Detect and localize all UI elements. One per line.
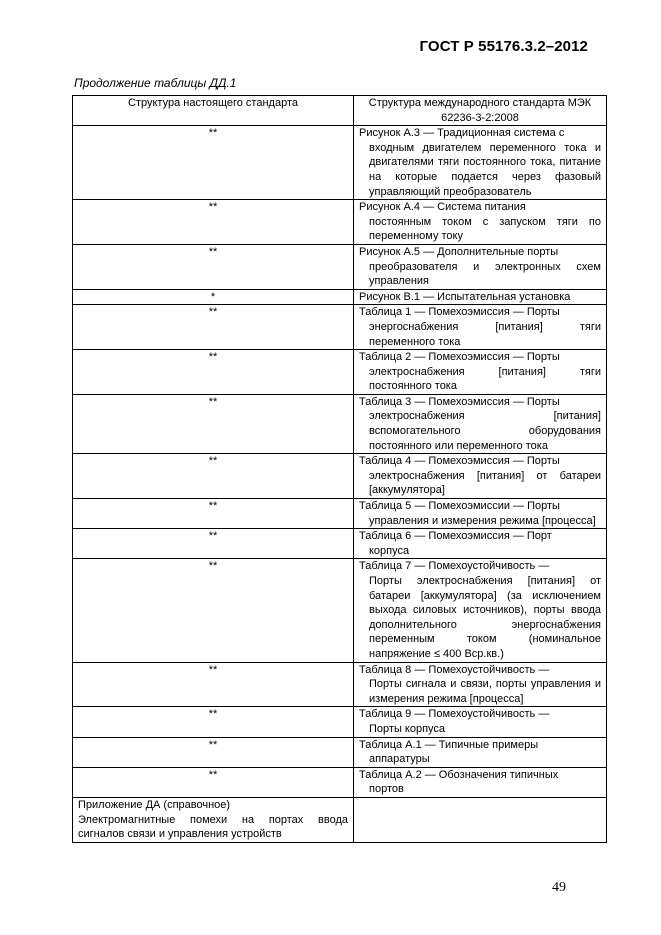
column-header-international: Структура международного стандарта МЭК 62236-3-2:2008	[354, 96, 607, 126]
national-standard-cell: **	[73, 350, 354, 395]
national-standard-cell: **	[73, 707, 354, 737]
item-description: Порты сигнала и связи, порты управления и измерения режима [процесса]	[369, 678, 601, 705]
appendix-cell	[73, 797, 354, 842]
item-title: Таблица 1 — Помехоэмиссия — Порты	[359, 306, 560, 319]
national-standard-cell: **	[73, 126, 354, 200]
item-title: Рисунок А.5 — Дополнительные порты	[359, 245, 559, 258]
item-description: электроснабжения [питания] от батареи [аккумулятора]	[369, 469, 601, 497]
appendix-empty-cell	[354, 797, 607, 842]
international-standard-cell	[354, 350, 607, 395]
appendix-row	[73, 797, 607, 842]
item-title: Таблица 8 — Помехоустойчивость —	[359, 663, 550, 676]
national-standard-cell: **	[73, 394, 354, 453]
item-description: преобразователя и электронных схем управления	[369, 260, 601, 288]
international-standard-cell	[354, 662, 607, 707]
international-standard-cell	[354, 200, 607, 245]
table-row	[73, 737, 607, 767]
table-row	[73, 394, 607, 453]
column-header-national: Структура настоящего стандарта	[73, 96, 354, 126]
national-standard-cell: **	[73, 499, 354, 529]
table-row	[73, 559, 607, 662]
table-row	[73, 350, 607, 395]
national-standard-cell: **	[73, 529, 354, 559]
international-standard-cell	[354, 289, 607, 305]
page-number: 49	[552, 880, 566, 895]
national-standard-cell: **	[73, 200, 354, 245]
international-standard-cell	[354, 394, 607, 453]
table-row	[73, 454, 607, 499]
national-standard-cell: **	[73, 454, 354, 499]
item-description: Порты корпуса	[369, 722, 446, 735]
item-title: Рисунок А.3 — Традиционная система с	[359, 127, 565, 140]
item-description: корпуса	[369, 544, 410, 557]
international-standard-cell	[354, 126, 607, 200]
national-standard-cell: **	[73, 737, 354, 767]
international-standard-cell	[354, 499, 607, 529]
table-row	[73, 305, 607, 350]
item-title: Таблица 9 — Помехоустойчивость —	[359, 708, 550, 721]
international-standard-cell	[354, 767, 607, 797]
item-title: Таблица 4 — Помехоэмиссия — Порты	[359, 455, 560, 468]
national-standard-cell: **	[73, 244, 354, 289]
item-description: энергоснабжения [питания] тяги переменного тока	[369, 320, 601, 348]
table-row	[73, 289, 607, 305]
item-title: Таблица 3 — Помехоэмиссия — Порты	[359, 395, 560, 408]
item-title: Таблица 5 — Помехоэмиссии — Порты	[359, 500, 560, 513]
table-row	[73, 244, 607, 289]
item-description: Порты электроснабжения [питания] от батареи [аккумулятора] (за исключением выхода силовых источников), порты ввода дополнительного энергоснабжения переменным током (номинальное напряжение ≤ 400 Вср.кв.)	[369, 575, 601, 660]
item-description: входным двигателем переменного тока и двигателями тяги постоянного тока, питание на которые подается через фазовый управляющий преобразователь	[369, 141, 601, 198]
item-title: Таблица А.1 — Типичные примеры	[359, 738, 539, 751]
appendix-text: Электромагнитные помехи на портах ввода сигналов связи и управления устройств	[78, 813, 348, 841]
table-row	[73, 662, 607, 707]
item-title: Рисунок В.1 — Испытательная установка	[359, 290, 571, 303]
international-standard-cell	[354, 529, 607, 559]
correspondence-table	[72, 95, 607, 843]
table-row	[73, 126, 607, 200]
international-standard-cell	[354, 244, 607, 289]
item-description: электроснабжения [питания] вспомогательного оборудования постоянного или переменного тока	[369, 410, 601, 452]
appendix-title: Приложение ДА (справочное)	[78, 798, 231, 811]
document-code: ГОСТ Р 55176.3.2–2012	[419, 38, 588, 55]
international-standard-cell	[354, 559, 607, 662]
national-standard-cell: **	[73, 305, 354, 350]
national-standard-cell: **	[73, 559, 354, 662]
item-title: Рисунок А.4 — Система питания	[359, 201, 526, 214]
table-row	[73, 499, 607, 529]
item-description: управления и измерения режима [процесса]	[369, 514, 596, 527]
item-description: постоянным током с запуском тяги по переменному току	[369, 215, 601, 243]
international-standard-cell	[354, 707, 607, 737]
national-standard-cell: **	[73, 662, 354, 707]
table-row	[73, 767, 607, 797]
table-row	[73, 200, 607, 245]
item-title: Таблица 2 — Помехоэмиссия — Порты	[359, 351, 560, 364]
national-standard-cell: *	[73, 289, 354, 305]
item-title: Таблица А.2 — Обозначения типичных	[359, 768, 559, 781]
table-row	[73, 707, 607, 737]
international-standard-cell	[354, 305, 607, 350]
international-standard-cell	[354, 454, 607, 499]
item-description: аппаратуры	[369, 753, 430, 766]
item-title: Таблица 6 — Помехоэмиссия — Порт	[359, 530, 552, 543]
item-description: портов	[369, 783, 404, 796]
table-row	[73, 529, 607, 559]
item-title: Таблица 7 — Помехоустойчивость —	[359, 560, 550, 573]
national-standard-cell: **	[73, 767, 354, 797]
item-description: электроснабжения [питания] тяги постоянного тока	[369, 365, 601, 393]
table-header-row	[73, 96, 607, 126]
international-standard-cell	[354, 737, 607, 767]
table-caption: Продолжение таблицы ДД.1	[74, 76, 237, 90]
